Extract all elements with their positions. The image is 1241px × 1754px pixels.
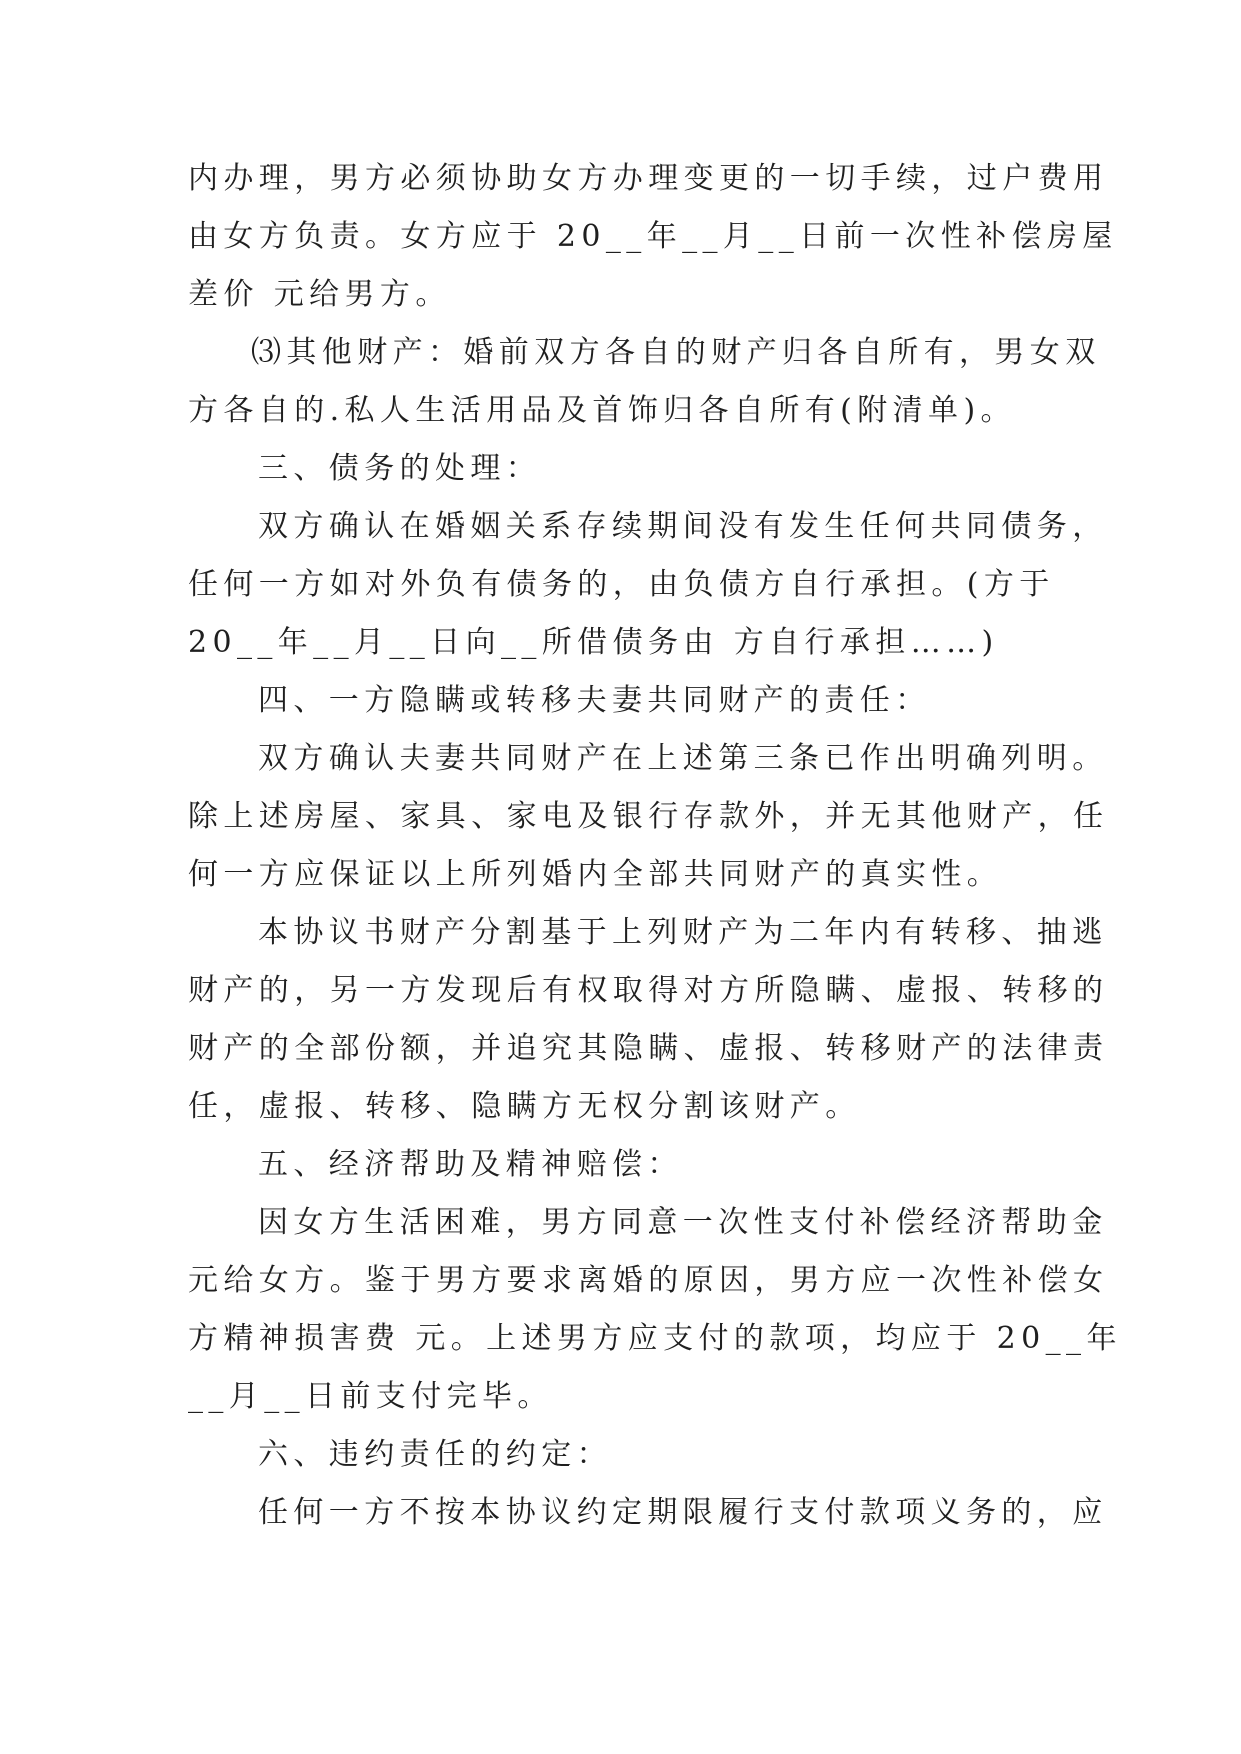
paragraph-start: ⑶其他财产：婚前双方各自的财产归各自所有，男女双 xyxy=(251,335,1101,370)
text-line: __月__日前支付完毕。 xyxy=(188,1379,553,1414)
paragraph-start: 双方确认夫妻共同财产在上述第三条已作出明确列明。 xyxy=(258,741,1108,776)
text-line: 财产的全部份额，并追究其隐瞒、虚报、转移财产的法律责 xyxy=(188,1031,1109,1066)
text-line: 20__年__月__日向__所借债务由 方自行承担……) xyxy=(188,625,999,660)
paragraph-start: 双方确认在婚姻关系存续期间没有发生任何共同债务， xyxy=(258,509,1108,544)
paragraph-start: 本协议书财产分割基于上列财产为二年内有转移、抽逃 xyxy=(258,915,1108,950)
section-heading: 六、违约责任的约定： xyxy=(258,1437,612,1472)
text-line: 何一方应保证以上所列婚内全部共同财产的真实性。 xyxy=(188,857,1003,892)
text-line: 差价 元给男方。 xyxy=(188,277,451,312)
text-line: 除上述房屋、家具、家电及银行存款外，并无其他财产，任 xyxy=(188,799,1109,834)
text-line: 内办理，男方必须协助女方办理变更的一切手续，过户费用 xyxy=(188,161,1109,196)
text-line: 方各自的.私人生活用品及首饰归各自所有(附清单)。 xyxy=(188,393,1016,428)
text-line: 财产的，另一方发现后有权取得对方所隐瞒、虚报、转移的 xyxy=(188,973,1109,1008)
section-heading: 三、债务的处理： xyxy=(258,451,542,486)
section-heading: 四、一方隐瞒或转移夫妻共同财产的责任： xyxy=(258,683,931,718)
paragraph-start: 因女方生活困难，男方同意一次性支付补偿经济帮助金 xyxy=(258,1205,1108,1240)
text-line: 任何一方如对外负有债务的，由负债方自行承担。(方于 xyxy=(188,567,1055,602)
text-line: 元给女方。鉴于男方要求离婚的原因，男方应一次性补偿女 xyxy=(188,1263,1109,1298)
text-line: 方精神损害费 元。上述男方应支付的款项，均应于 20__年 xyxy=(188,1321,1122,1356)
text-line: 由女方负责。女方应于 20__年__月__日前一次性补偿房屋 xyxy=(188,219,1118,254)
text-line: 任，虚报、转移、隐瞒方无权分割该财产。 xyxy=(188,1089,861,1124)
document-page xyxy=(188,150,1122,1542)
section-heading: 五、经济帮助及精神赔偿： xyxy=(258,1147,683,1182)
paragraph-start: 任何一方不按本协议约定期限履行支付款项义务的，应 xyxy=(258,1495,1108,1530)
